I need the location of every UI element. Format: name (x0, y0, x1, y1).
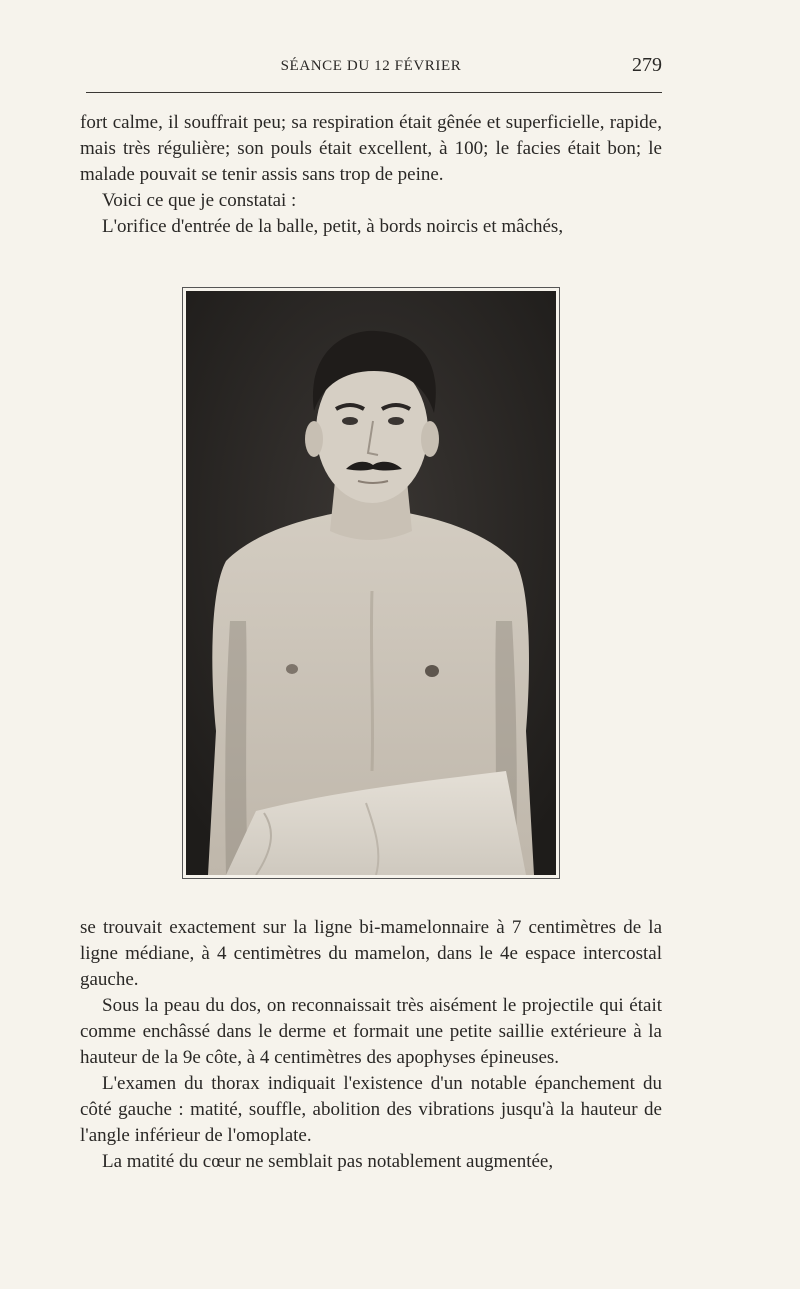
paragraph: L'examen du thorax indiquait l'existence d'un notable épanchement du côté gauche : matité, souffle, abolition des vibrations jusqu'à la hauteur de l'angle inférieur de l'omoplate. (80, 1073, 662, 1146)
patient-photograph (182, 287, 560, 879)
text-block-bottom (80, 915, 662, 1175)
running-head: SÉANCE DU 12 FÉVRIER (280, 58, 462, 74)
header-rule (86, 92, 662, 93)
page-header (80, 52, 662, 82)
paragraph: fort calme, il souffrait peu; sa respiration était gênée et superficielle, rapide, mais très régulière; son pouls était excellent, à 100; le facies était bon; le malade pouvait se tenir assis sans trop de peine. (80, 112, 662, 185)
paragraph: Sous la peau du dos, on reconnaissait très aisément le projectile qui était comme enchâssé dans le derme et formait une petite saillie extérieure à la hauteur de la 9e côte, à 4 centimètres des apophyses épineuses. (80, 995, 662, 1068)
text-block-top (80, 110, 662, 240)
photograph-image (186, 291, 556, 875)
paragraph: se trouvait exactement sur la ligne bi-mamelonnaire à 7 centimètres de la ligne médiane, à 4 centimètres du mamelon, dans le 4e espace intercostal gauche. (80, 917, 662, 990)
paragraph: Voici ce que je constatai : (102, 190, 297, 211)
paragraph: La matité du cœur ne semblait pas notablement augmentée, (102, 1151, 554, 1172)
paragraph: L'orifice d'entrée de la balle, petit, à bords noircis et mâchés, (102, 216, 564, 237)
page-number: 279 (632, 54, 662, 76)
